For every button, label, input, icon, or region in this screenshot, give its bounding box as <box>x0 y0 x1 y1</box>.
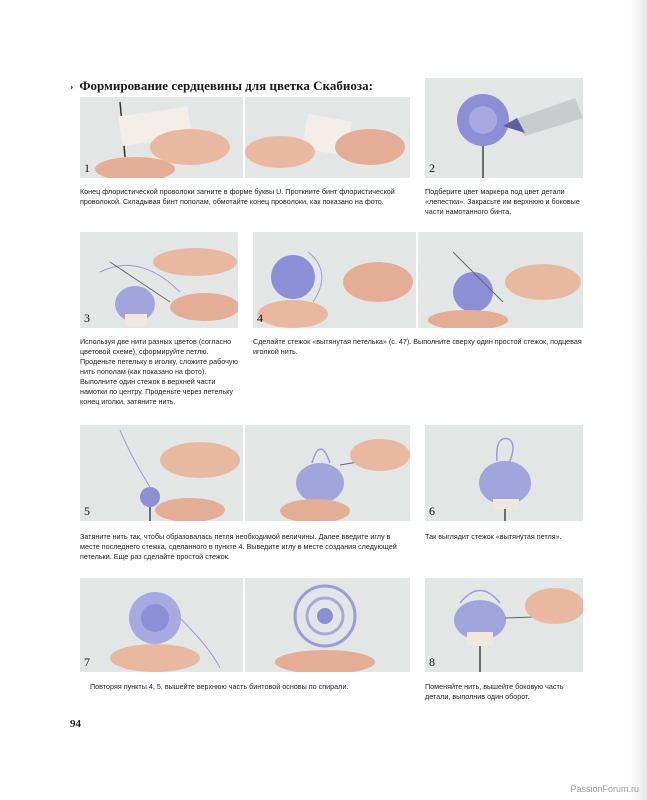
step-number: 7 <box>84 655 90 669</box>
caption-step-3: Используя две нити разных цветов (согласно цветовой схеме), сформируйте петлю. Проденьте петельку в иголку, сложите рабочую нить пополам (как показано на фото). Выполните один стежок в верхней части намотки по центру. Проденьте через петельку конец иголки, затяните нить. <box>80 337 238 406</box>
photo-step-4-illustration <box>253 232 583 328</box>
photo-step-7 <box>80 578 410 672</box>
step-number: 6 <box>429 504 435 518</box>
page-edge-shadow <box>630 0 647 800</box>
caption-step-5: Затяните нить так, чтобы образовалась петля необходимой величины. Далее введите иглу в месте последнего стежка, сделанного в пункте 4. Выведите иглу в месте создания следующей петельки. Еще раз сделайте простой стежок. <box>80 532 397 561</box>
photo-step-7-illustration <box>80 578 410 672</box>
step-number: 2 <box>429 161 435 175</box>
photo-step-6 <box>425 425 583 521</box>
photo-step-1 <box>80 97 410 178</box>
photo-step-4 <box>253 232 583 328</box>
watermark: PassionForum.ru <box>570 784 639 794</box>
photo-step-1-illustration <box>80 97 410 178</box>
photo-step-3 <box>80 232 238 328</box>
photo-step-2 <box>425 78 583 178</box>
step-number: 4 <box>257 311 263 325</box>
caption-step-6: Так выглядит стежок «вытянутая петля». <box>425 532 562 541</box>
caption-step-2: Подберите цвет маркера под цвет детали «лепестки». Закрасьте им верхнюю и боковые части намотанного бинта. <box>425 187 580 216</box>
caption-step-7: Повторяя пункты 4, 5, вышейте верхнюю часть бинтовой основы по спирали. <box>90 682 349 691</box>
photo-step-2-illustration <box>425 78 583 178</box>
photo-step-3-illustration <box>80 232 238 328</box>
section-title-text: Формирование сердцевины для цветка Скабиоза: <box>79 78 373 93</box>
step-number: 5 <box>84 504 90 518</box>
step-number: 3 <box>84 311 90 325</box>
photo-step-8 <box>425 578 583 672</box>
chevron-right-icon: › <box>70 82 74 93</box>
photo-step-8-illustration <box>425 578 583 672</box>
step-number: 1 <box>84 161 90 175</box>
step-number: 8 <box>429 655 435 669</box>
page-number: 94 <box>70 718 81 730</box>
caption-step-4: Сделайте стежок «вытянутая петелька» (с. 47). Выполните сверху один простой стежок, подцевая иголкой нить. <box>253 337 582 356</box>
photo-step-6-illustration <box>425 425 583 521</box>
caption-step-8: Поменяйте нить, вышейте боковую часть детали, выполнив один оборот. <box>425 682 564 701</box>
caption-step-1: Конец флористической проволоки загните в форме буквы U. Проткните бинт флористической проволокой. Складывая бинт пополам, обмотайте конец проволоки, как показано на фото. <box>80 187 395 206</box>
photo-step-5 <box>80 425 410 521</box>
section-title <box>70 78 373 94</box>
photo-step-5-illustration <box>80 425 410 521</box>
